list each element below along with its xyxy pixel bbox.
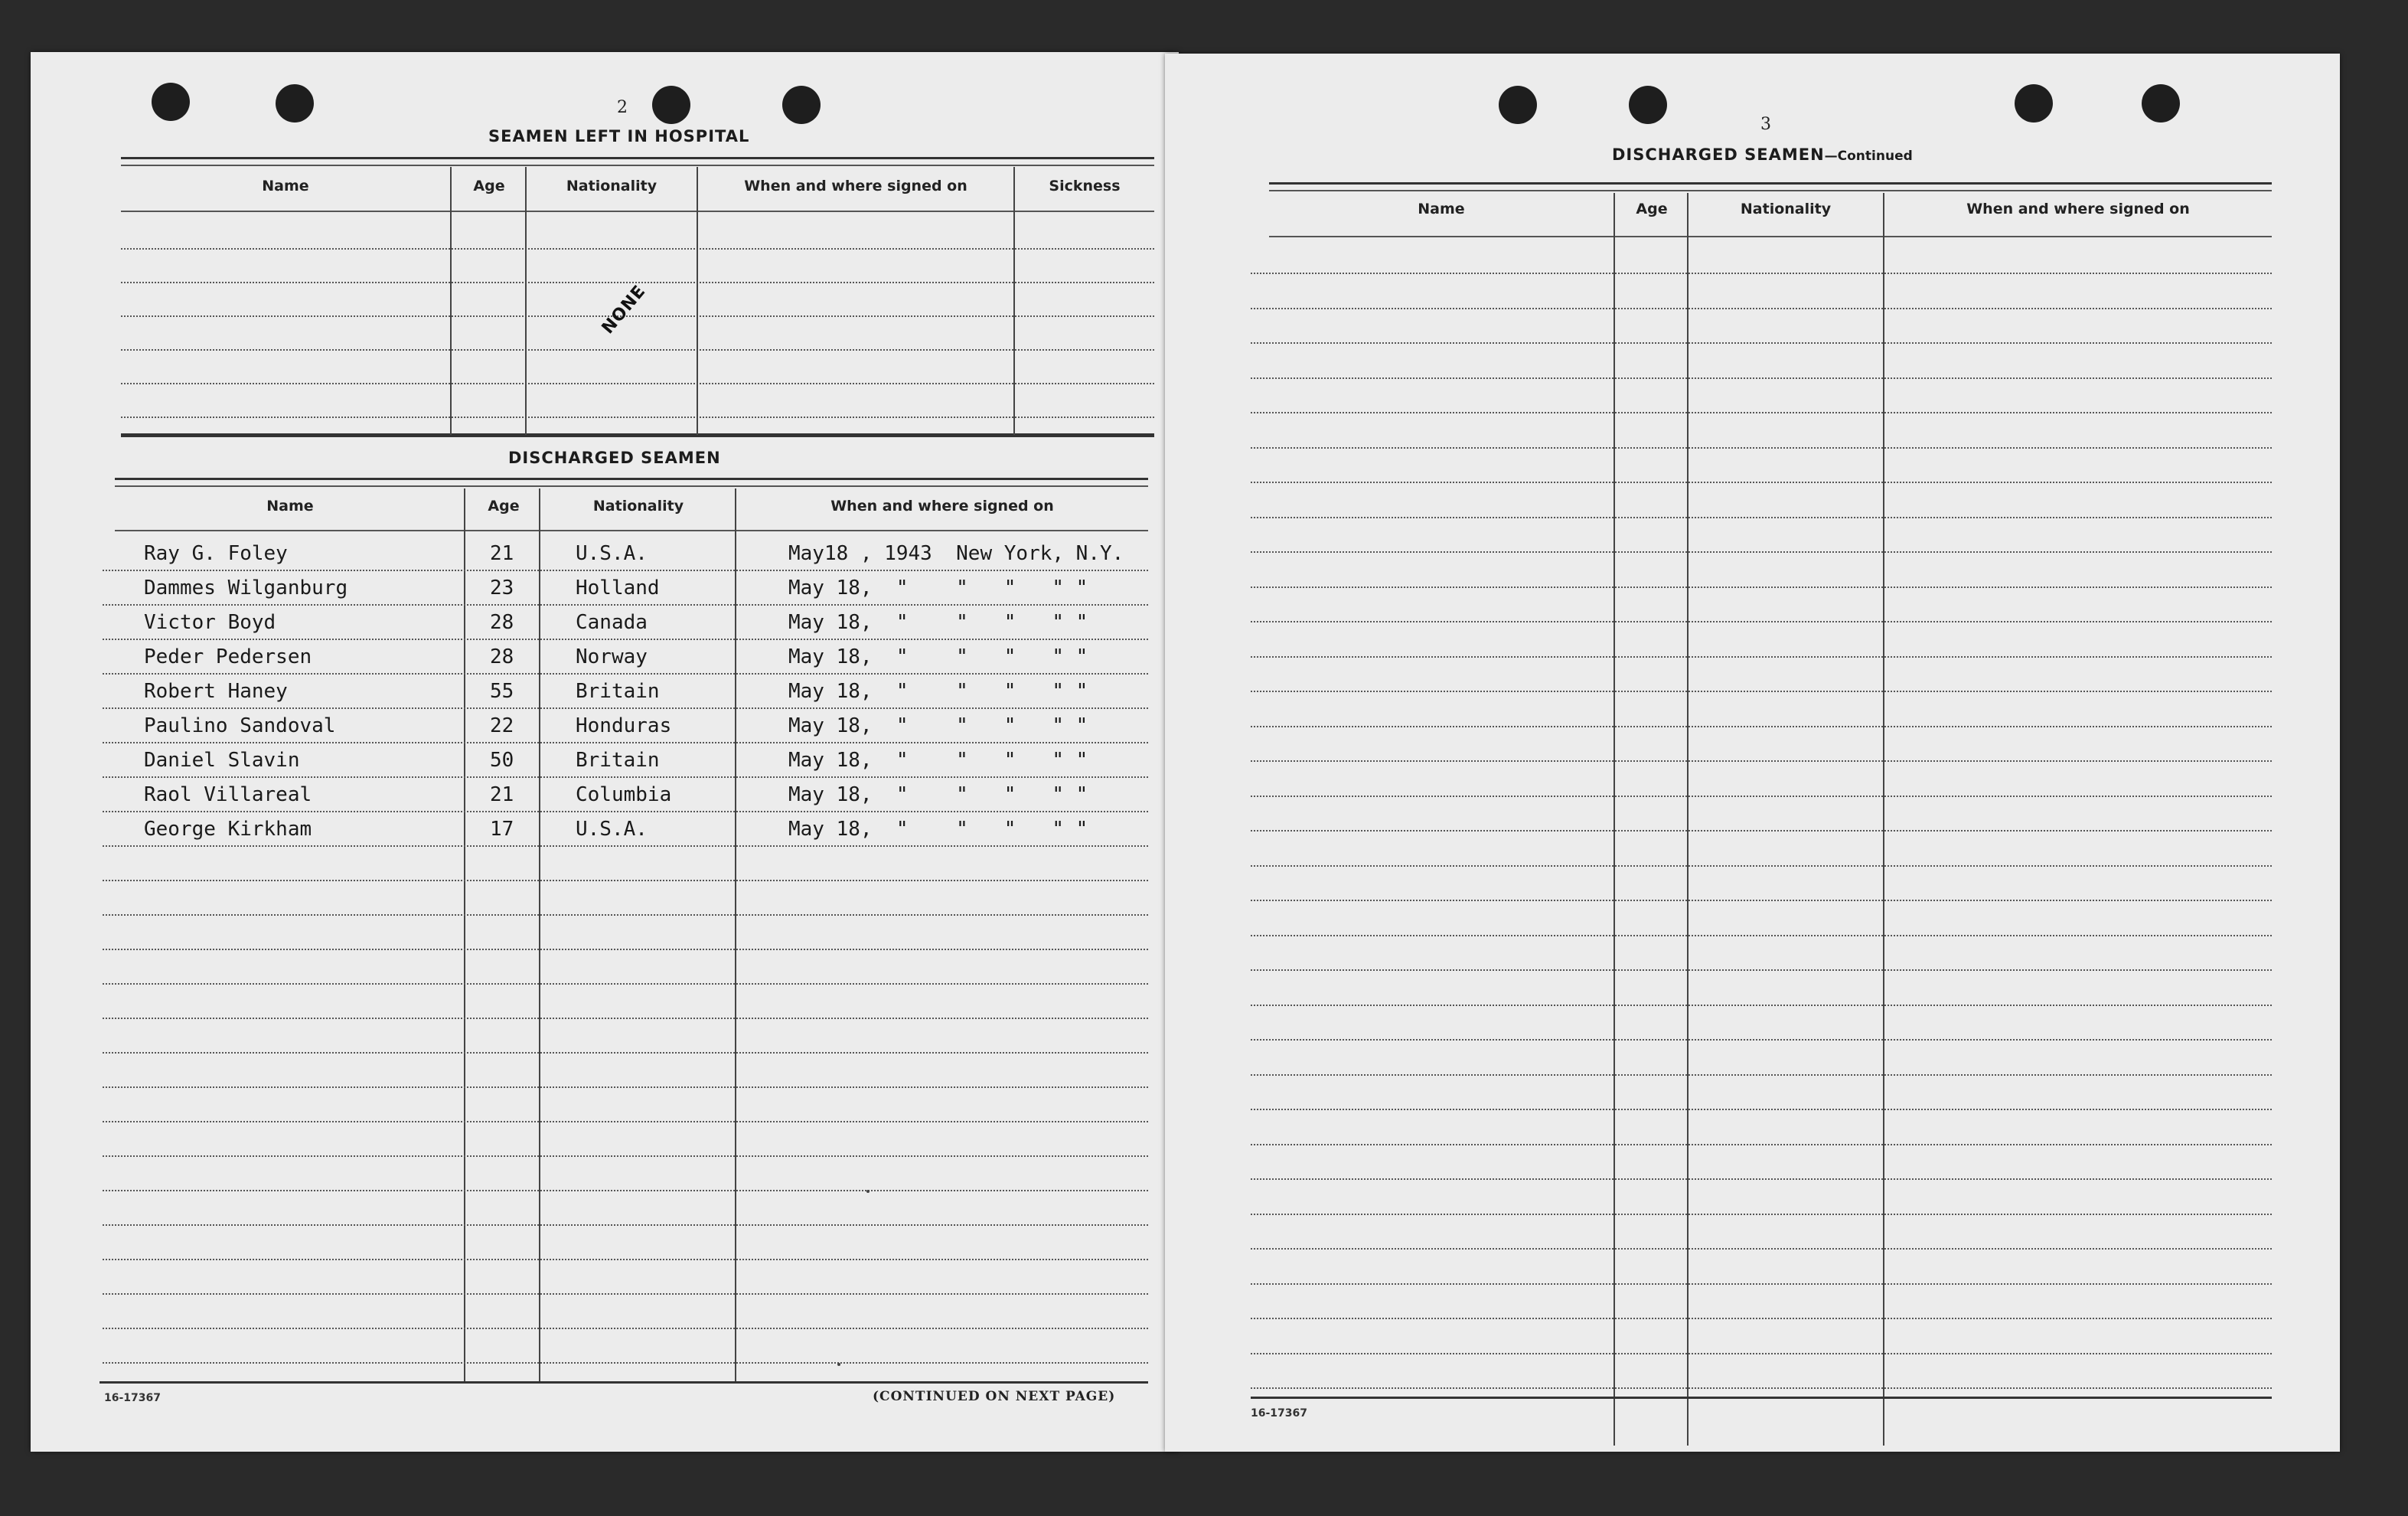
- row-line: [1251, 830, 2272, 832]
- column-divider: [1883, 193, 1884, 1446]
- seaman-name: Ray G. Foley: [144, 542, 288, 565]
- seaman-nationality: U.S.A.: [576, 818, 648, 841]
- seaman-name: Daniel Slavin: [144, 749, 300, 772]
- row-line: [1251, 586, 2272, 588]
- row-line: [1251, 551, 2272, 553]
- column-divider: [464, 488, 465, 1381]
- seaman-nationality: Honduras: [576, 714, 672, 737]
- row-line: [103, 1328, 1148, 1329]
- punch-hole: [2015, 84, 2053, 123]
- row-line: [103, 1190, 1148, 1191]
- row-line: [1251, 517, 2272, 518]
- seaman-age: 22: [490, 714, 514, 737]
- seaman-signed-on: May 18, " " " " ": [788, 749, 1088, 772]
- table-top-rule: [121, 165, 1154, 166]
- column-header-nationality: Nationality: [1740, 201, 1832, 217]
- table-bottom-rule: [100, 1381, 1148, 1384]
- column-header-age: Age: [488, 498, 520, 515]
- section-title-text: DISCHARGED SEAMEN: [1612, 145, 1825, 164]
- section-rule: [121, 435, 1154, 437]
- header-rule: [115, 530, 1148, 531]
- row-line: [1251, 760, 2272, 762]
- right-page: [1165, 54, 2340, 1452]
- row-line: [103, 673, 1148, 675]
- punch-hole: [2142, 84, 2180, 123]
- punch-hole: [152, 83, 190, 121]
- seaman-signed-on: May 18, " " " " ": [788, 783, 1088, 806]
- discharged-section-title: DISCHARGED SEAMEN: [508, 449, 721, 467]
- table-top-rule: [115, 485, 1148, 487]
- row-line: [1251, 412, 2272, 413]
- row-line: [103, 949, 1148, 950]
- row-line: [1251, 342, 2272, 344]
- row-line: [1251, 621, 2272, 622]
- seaman-age: 28: [490, 645, 514, 668]
- row-line: [1251, 1144, 2272, 1145]
- row-line: [103, 776, 1148, 778]
- row-line: [103, 604, 1148, 606]
- column-header-nationality: Nationality: [592, 498, 684, 515]
- row-line: [121, 315, 1154, 317]
- row-line: [103, 1086, 1148, 1088]
- seaman-age: 17: [490, 818, 514, 841]
- form-number: 16-17367: [1251, 1407, 1307, 1420]
- row-line: [103, 1362, 1148, 1364]
- seaman-signed-on: May 18, " " " " ": [788, 714, 1088, 737]
- row-line: [121, 383, 1154, 384]
- row-line: [103, 845, 1148, 847]
- seaman-name: Dammes Wilganburg: [144, 577, 348, 600]
- seaman-nationality: Holland: [576, 577, 660, 600]
- seaman-nationality: Britain: [576, 749, 660, 772]
- row-line: [1251, 1039, 2272, 1041]
- row-line: [1251, 796, 2272, 797]
- page-number: 3: [1760, 115, 1771, 134]
- column-divider: [1613, 193, 1615, 1446]
- row-line: [1251, 1387, 2272, 1389]
- column-divider: [539, 488, 540, 1381]
- seaman-signed-on: May 18, " " " " ": [788, 680, 1088, 703]
- seaman-name: Robert Haney: [144, 680, 288, 703]
- table-bottom-rule: [1251, 1397, 2272, 1399]
- column-header-name: Name: [262, 178, 309, 194]
- row-line: [103, 1052, 1148, 1054]
- column-header-signed-on: When and where signed on: [830, 498, 1054, 515]
- continued-section-title: [1612, 145, 1913, 164]
- seaman-signed-on: May 18, " " " " ": [788, 577, 1088, 600]
- row-line: [1251, 447, 2272, 449]
- seaman-age: 21: [490, 783, 514, 806]
- punch-hole: [1629, 86, 1667, 124]
- row-line: [1251, 691, 2272, 692]
- seaman-signed-on: May 18, " " " " ": [788, 611, 1088, 634]
- seaman-nationality: Columbia: [576, 783, 672, 806]
- column-divider: [735, 488, 736, 1381]
- punch-hole: [276, 84, 314, 123]
- row-line: [103, 1018, 1148, 1019]
- header-rule: [1269, 236, 2272, 237]
- row-line: [1251, 1109, 2272, 1110]
- form-number: 16-17367: [104, 1392, 161, 1404]
- row-line: [121, 248, 1154, 250]
- row-line: [103, 914, 1148, 916]
- row-line: [1251, 1178, 2272, 1180]
- row-line: [103, 1259, 1148, 1260]
- row-line: [1251, 900, 2272, 901]
- row-line: [1251, 656, 2272, 658]
- row-line: [103, 1155, 1148, 1157]
- table-top-rule: [121, 157, 1154, 159]
- row-line: [1251, 1283, 2272, 1285]
- column-divider: [1687, 193, 1689, 1446]
- row-line: [103, 1293, 1148, 1295]
- hospital-section-title: SEAMEN LEFT IN HOSPITAL: [488, 127, 750, 145]
- seaman-nationality: Norway: [576, 645, 648, 668]
- row-line: [103, 880, 1148, 881]
- row-line: [1251, 1214, 2272, 1215]
- punch-hole: [1499, 86, 1537, 124]
- row-line: [1251, 1248, 2272, 1250]
- table-top-rule: [115, 478, 1148, 480]
- seaman-name: Victor Boyd: [144, 611, 276, 634]
- header-rule: [121, 211, 1154, 212]
- column-header-name: Name: [1418, 201, 1465, 217]
- seaman-name: Raol Villareal: [144, 783, 312, 806]
- seaman-nationality: Britain: [576, 680, 660, 703]
- seaman-age: 28: [490, 611, 514, 634]
- paper-speck: [837, 1363, 840, 1366]
- row-line: [121, 282, 1154, 283]
- left-page: [31, 52, 1179, 1452]
- seaman-name: Paulino Sandoval: [144, 714, 336, 737]
- row-line: [1251, 482, 2272, 483]
- seaman-name: Peder Pedersen: [144, 645, 312, 668]
- row-line: [1251, 969, 2272, 971]
- row-line: [1251, 1005, 2272, 1006]
- continued-note: (CONTINUED ON NEXT PAGE): [873, 1389, 1116, 1404]
- row-line: [121, 349, 1154, 351]
- row-line: [1251, 1353, 2272, 1354]
- page-number: 2: [617, 98, 628, 117]
- column-header-name: Name: [266, 498, 314, 515]
- column-divider: [697, 167, 698, 435]
- seaman-nationality: Canada: [576, 611, 648, 634]
- row-line: [103, 570, 1148, 571]
- column-header-sickness: Sickness: [1049, 178, 1121, 194]
- seaman-name: George Kirkham: [144, 818, 312, 841]
- row-line: [1251, 935, 2272, 936]
- row-line: [1251, 1318, 2272, 1319]
- column-divider: [450, 167, 452, 435]
- seaman-signed-on: May 18, " " " " ": [788, 818, 1088, 841]
- column-header-age: Age: [1636, 201, 1668, 217]
- row-line: [1251, 308, 2272, 309]
- paper-speck: [866, 1190, 870, 1193]
- seaman-nationality: U.S.A.: [576, 542, 648, 565]
- table-top-rule: [1269, 182, 2272, 185]
- column-header-signed-on: When and where signed on: [1966, 201, 2190, 217]
- seaman-signed-on: May 18, " " " " ": [788, 645, 1088, 668]
- row-line: [1251, 377, 2272, 379]
- none-stamp: NONE: [598, 281, 650, 338]
- punch-hole: [652, 86, 690, 124]
- row-line: [121, 417, 1154, 418]
- column-divider: [525, 167, 527, 435]
- row-line: [1251, 273, 2272, 274]
- column-header-age: Age: [473, 178, 505, 194]
- seaman-age: 50: [490, 749, 514, 772]
- row-line: [1251, 865, 2272, 867]
- column-header-signed-on: When and where signed on: [744, 178, 967, 194]
- row-line: [103, 811, 1148, 812]
- row-line: [1251, 1074, 2272, 1076]
- table-top-rule: [1269, 190, 2272, 191]
- row-line: [103, 707, 1148, 709]
- seaman-age: 21: [490, 542, 514, 565]
- row-line: [103, 1224, 1148, 1226]
- column-divider: [1013, 167, 1015, 435]
- seaman-signed-on: May18 , 1943 New York, N.Y.: [788, 542, 1124, 565]
- row-line: [1251, 726, 2272, 727]
- punch-hole: [782, 86, 821, 124]
- seaman-age: 23: [490, 577, 514, 600]
- row-line: [103, 1121, 1148, 1122]
- row-line: [103, 983, 1148, 985]
- row-line: [103, 639, 1148, 640]
- row-line: [103, 742, 1148, 743]
- section-title-suffix: —Continued: [1824, 149, 1913, 164]
- column-header-nationality: Nationality: [566, 178, 657, 194]
- seaman-age: 55: [490, 680, 514, 703]
